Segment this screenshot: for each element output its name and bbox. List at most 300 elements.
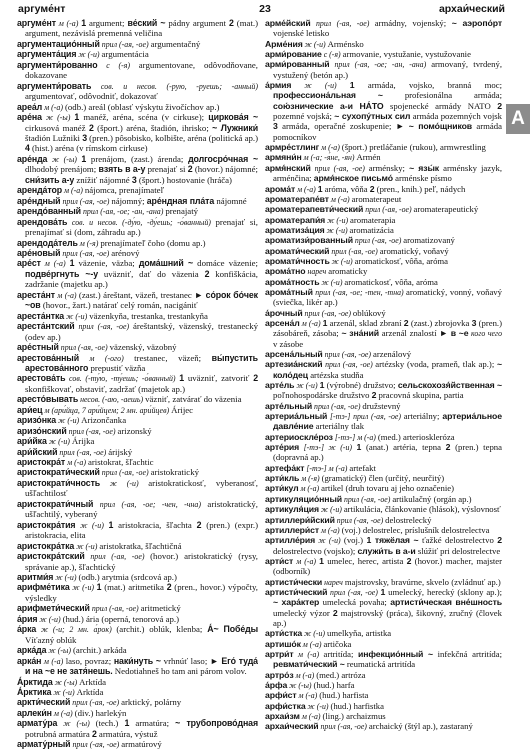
headword: армату́рный bbox=[17, 739, 71, 749]
grammar-note: м (-а) bbox=[65, 458, 88, 468]
sense-number: 1 bbox=[319, 380, 325, 391]
translation-text: aromatickosť, vôňa, aróma bbox=[354, 255, 449, 266]
translation-text: aromatizácia bbox=[349, 224, 394, 235]
translation-text: prenajať si, prenajímať si (dom, záhradu ap.) bbox=[25, 216, 258, 238]
translation-text: (hovor.) aristokratický (rysy, správanie ap.), šľachtický bbox=[25, 551, 258, 572]
dictionary-entry bbox=[17, 739, 258, 749]
headword: а́рфа bbox=[265, 680, 288, 690]
grammar-note: прил (-ая, -ое) bbox=[57, 447, 109, 457]
headword: аргумента́ция bbox=[17, 49, 77, 60]
sense-number: 2 bbox=[166, 582, 172, 593]
headword: ареста́нтский bbox=[17, 321, 75, 332]
grammar-note: ж (-и) bbox=[51, 688, 77, 697]
translation-text: Nedotiahneš ho tam ani párom volov. bbox=[112, 666, 247, 677]
grammar-note: м (-а) bbox=[293, 670, 317, 680]
sense-number: 4 bbox=[25, 143, 30, 154]
example-phrase: дома́шний ~ bbox=[138, 258, 194, 269]
example-phrase: Его́ туда́ и на ~е не затя́нешь. bbox=[25, 655, 258, 677]
headword: арте́рия bbox=[265, 442, 300, 453]
grammar-note: ж (-ы) bbox=[46, 646, 73, 656]
translation-text: armádny, vojenský; bbox=[374, 18, 452, 28]
sense-number: 2 bbox=[371, 390, 377, 401]
translation-text: artikulačný (orgán ap.) bbox=[392, 493, 472, 504]
grammar-note: м (-а) bbox=[328, 194, 352, 204]
sense-number: 1 bbox=[322, 317, 328, 328]
headword: ари́йка bbox=[17, 436, 47, 447]
example-phrase: сни́зить а-у bbox=[25, 174, 75, 185]
grammar-note: прил (-ая, -ое) bbox=[363, 205, 414, 215]
dictionary-entry bbox=[17, 478, 258, 499]
translation-text: aristokrat, šľachtic bbox=[87, 457, 154, 468]
sense-number: 1 bbox=[380, 586, 386, 597]
grammar-note: ж (-и) bbox=[302, 39, 328, 49]
dictionary-entry bbox=[17, 614, 258, 624]
example-phrase: долгосро́чная ~ bbox=[188, 153, 258, 164]
translation-text: Árijka bbox=[71, 436, 95, 447]
dictionary-entry bbox=[17, 687, 258, 697]
translation-text: áreštantský, väzenský, trestanecký (odev ap.) bbox=[25, 321, 258, 342]
grammar-note: прил (-ая, -ое) bbox=[60, 248, 112, 258]
headword: арми́рование bbox=[265, 49, 322, 60]
dictionary-entry bbox=[265, 711, 502, 721]
dictionary-entry bbox=[265, 442, 502, 463]
headword: ароматерапи́я bbox=[265, 214, 326, 225]
translation-text: argumentácia bbox=[101, 49, 149, 60]
grammar-note: [-тэ-] ж (-и) bbox=[299, 443, 357, 453]
translation-text: (šport.) pretláčanie (rukou), armwrestling bbox=[341, 142, 486, 153]
headword: армату́ра bbox=[17, 718, 58, 729]
dictionary-entry bbox=[17, 39, 258, 49]
example-phrase: ~ язы́к bbox=[409, 162, 440, 173]
example-phrase: ~ зна́ний bbox=[341, 328, 380, 339]
translation-text: umelecký, herecký (sklony ap.); bbox=[385, 586, 502, 597]
dictionary-entry bbox=[265, 701, 502, 711]
dictionary-entry bbox=[265, 721, 502, 731]
dictionary-entry bbox=[17, 321, 258, 342]
translation-text: cirkusová manéž bbox=[25, 122, 89, 133]
translation-text: umelkyňa, artistka bbox=[326, 628, 392, 639]
grammar-note: ж (-и) bbox=[56, 416, 82, 426]
headword: артериа́льный bbox=[265, 411, 328, 422]
translation-text: prenájom, (zast.) árenda; bbox=[86, 153, 189, 164]
headword: арме́йский bbox=[265, 18, 311, 28]
grammar-note: сов. и несов. (-рую, -руешь; -анный) bbox=[91, 81, 258, 91]
grammar-note: ж (-и) bbox=[319, 277, 345, 287]
dictionary-entry bbox=[265, 535, 502, 556]
translation-text: aromaticky bbox=[328, 266, 368, 277]
translation-text: argumentovať, odôvodniť, dokazovať bbox=[25, 91, 158, 102]
headword: ари́ец bbox=[17, 404, 43, 415]
headword: аре́ндный bbox=[17, 195, 61, 206]
headword: арте́льный bbox=[265, 400, 313, 411]
translation-text: (odb.) areál (oblasť výskytu živočíchov ap.) bbox=[64, 101, 220, 112]
translation-text: (pren.) tepna (dopravná ap.) bbox=[273, 442, 502, 463]
translation-text: (hist.) aréna (v rímskom cirkuse) bbox=[29, 143, 148, 154]
grammar-note: м (-а) bbox=[293, 649, 324, 659]
grammar-note: ж (-и) bbox=[305, 701, 331, 711]
sense-number: 2 bbox=[187, 164, 193, 175]
headword: армре́стлинг bbox=[265, 142, 320, 153]
grammar-note: прил (-ая, -ое) bbox=[58, 343, 110, 353]
grammar-note: [-тэ-] м (-а) bbox=[304, 463, 350, 473]
translation-text: družstevný bbox=[362, 400, 401, 411]
translation-text: arénový bbox=[111, 247, 140, 258]
dictionary-entry bbox=[17, 342, 258, 352]
grammar-note: м (-а) bbox=[300, 639, 324, 649]
dictionary-entry bbox=[265, 483, 502, 493]
headword: арома́тно bbox=[265, 266, 306, 277]
translation-text: Armén bbox=[356, 152, 381, 163]
grammar-note: прил (-ая, -ое) bbox=[310, 19, 375, 28]
headword: арома́тный bbox=[265, 286, 313, 297]
dictionary-entry bbox=[265, 194, 502, 204]
translation-text: Víťazný oblúk bbox=[25, 634, 77, 645]
translation-text: aromatickosť, vôňa, aróma bbox=[344, 276, 438, 287]
dictionary-entry bbox=[265, 432, 502, 442]
grammar-note: м (-а) bbox=[319, 525, 342, 535]
sense-number: 2 bbox=[332, 607, 338, 618]
headword: артишо́к bbox=[265, 638, 301, 649]
grammar-note: прил (-ая, -ое) bbox=[342, 494, 393, 504]
translation-text: aristokracia, šľachta bbox=[113, 519, 197, 530]
headword: арома́т bbox=[265, 183, 296, 194]
sense-number: 1 bbox=[124, 718, 130, 729]
translation-text: manéž, aréna, scéna (v cirkuse); bbox=[79, 112, 209, 123]
headword: архаи́зм bbox=[265, 711, 300, 722]
grammar-note: прил (-ая, -ое) bbox=[318, 722, 369, 732]
translation-text: archaický (štýl ap.), zastaraný bbox=[368, 721, 473, 732]
dictionary-entry bbox=[17, 290, 258, 311]
example-phrase: ~ помо́щников bbox=[408, 121, 473, 132]
translation-text: (hovor.) nájomné; bbox=[192, 164, 258, 175]
translation-text: (hovor., žart.) natárať celý román, nacigániť bbox=[40, 300, 198, 311]
translation-text: Arménsko bbox=[327, 38, 364, 49]
translation-text: armáda pozemných vojsk bbox=[410, 111, 502, 122]
grammar-note: [-тэ-] м (-а) bbox=[332, 432, 378, 442]
example-phrase: А́~ Побе́ды bbox=[207, 624, 258, 635]
grammar-note: м (-а) bbox=[54, 290, 79, 300]
sense-number: 2 bbox=[406, 555, 412, 566]
dictionary-entry bbox=[17, 499, 258, 520]
dictionary-entry bbox=[265, 256, 502, 266]
translation-text: armáda, vojsko, branná moc; bbox=[354, 80, 502, 91]
translation-text: ťažké delostrelectvo bbox=[418, 535, 498, 546]
translation-text: prenajať si bbox=[145, 164, 188, 175]
sense-number: 2 bbox=[196, 519, 202, 530]
translation-text: slúžiť pri delostrelectve bbox=[415, 545, 501, 556]
dictionary-entry bbox=[265, 318, 502, 349]
example-phrase: ве́ский ~ bbox=[127, 18, 166, 28]
grammar-note: м (-а) bbox=[319, 143, 342, 153]
dictionary-entry bbox=[17, 603, 258, 613]
headword: арестова́нный bbox=[17, 352, 80, 363]
headword: аре́ст bbox=[17, 258, 41, 269]
translation-text: armatúra; bbox=[129, 718, 176, 729]
headword: аренда́тор bbox=[17, 185, 62, 196]
headword: артри́т bbox=[265, 648, 294, 659]
dictionary-entry bbox=[265, 380, 502, 401]
translation-text: Arizončanka bbox=[81, 415, 127, 426]
grammar-note: м (-а) bbox=[299, 318, 323, 328]
dictionary-entry bbox=[265, 680, 502, 690]
translation-text: domáce väzenie; bbox=[193, 258, 258, 269]
sense-number: 3 bbox=[471, 317, 477, 328]
dictionary-entry bbox=[265, 152, 502, 162]
translation-text: väzenkyňa, trestanka, trestankyňa bbox=[89, 310, 208, 321]
grammar-note: м (-а) bbox=[51, 708, 75, 718]
translation-text: argumentovane, odôvodňovane, dokazovane bbox=[25, 59, 258, 81]
translation-text: (tech.) bbox=[95, 718, 125, 729]
translation-text: (zast.) áreštant, väzeň, trestanec ► bbox=[78, 289, 206, 300]
translation-text: uväzniť, dať do väzenia bbox=[98, 268, 205, 279]
dictionary-entry bbox=[265, 142, 502, 152]
translation-text: aristokratický bbox=[150, 467, 199, 478]
translation-text: (hud.) harfista bbox=[319, 690, 369, 701]
translation-text: armáda pomocníkov bbox=[273, 121, 502, 142]
dictionary-entry bbox=[17, 656, 258, 677]
grammar-note: прил (-ая, -ое) bbox=[334, 515, 386, 525]
example-phrase: 1 тяжёлая ~ bbox=[366, 535, 419, 546]
headword: артикуля́ция bbox=[265, 504, 319, 515]
translation-text: (ling.) archaizmus bbox=[322, 711, 386, 722]
translation-text: aromatický, voňavý bbox=[379, 245, 449, 256]
translation-text: Arktída bbox=[76, 687, 104, 697]
headword: арестова́ть bbox=[17, 373, 66, 384]
translation-text: (zast.) zbrojovka bbox=[408, 317, 472, 328]
translation-text: prenajatý bbox=[165, 206, 199, 217]
headword: ароматиза́ция bbox=[265, 224, 325, 235]
translation-text: dlhodobý prenájom; bbox=[25, 164, 99, 175]
grammar-note: м (-я) bbox=[299, 474, 322, 484]
headword: аристокра́тский bbox=[17, 551, 85, 562]
headword: аристокра́т bbox=[17, 457, 66, 468]
grammar-note: м (-ого) bbox=[79, 353, 135, 363]
sense-number: 1 bbox=[108, 519, 114, 530]
sense-number: 1 bbox=[69, 258, 75, 269]
translation-text: (pren., hovor.) výpočty, výsledky bbox=[25, 582, 258, 603]
translation-text: potrubná armatúra bbox=[25, 728, 92, 739]
translation-text: (voj.) delostrelec, príslušník delostrelectva bbox=[341, 524, 490, 535]
translation-text: pádny argument bbox=[165, 18, 229, 28]
headword: ари́йский bbox=[17, 446, 58, 457]
translation-text: (div.) harlekýn bbox=[74, 707, 127, 718]
grammar-note: м (-а) bbox=[62, 186, 85, 196]
dictionary-entry bbox=[17, 394, 258, 404]
grammar-note: ж (-и) bbox=[329, 256, 355, 266]
dictionary-entry bbox=[265, 577, 502, 587]
headword: артезиа́нский bbox=[265, 359, 323, 370]
translation-text: väzniť, zatvárať do väzenia bbox=[145, 394, 242, 405]
translation-text: artikel (druh tovaru aj jeho označenie) bbox=[321, 483, 455, 494]
dictionary-entry bbox=[17, 18, 258, 39]
example-phrase: ~ коло́дец bbox=[273, 359, 502, 380]
translation-text: delostrelecký bbox=[385, 514, 432, 525]
translation-text: (med.) arterioskleróza bbox=[377, 431, 455, 442]
grammar-note: прил (-ая, -ое) bbox=[302, 308, 353, 318]
headword: аре́новый bbox=[17, 247, 61, 258]
headword: а́рочный bbox=[265, 307, 303, 318]
example-phrase: служи́ть в а-и bbox=[357, 545, 416, 556]
dictionary-entry bbox=[265, 225, 502, 235]
translation-text: aromaterapeut bbox=[351, 193, 402, 204]
dictionary-entry bbox=[17, 415, 258, 425]
dictionary-entry bbox=[265, 690, 502, 700]
translation-text: arktický, polárny bbox=[121, 697, 182, 708]
grammar-note: прил (-ая, -ое) bbox=[70, 740, 122, 749]
translation-text: uväzniť, zatvoriť bbox=[184, 373, 254, 384]
headword: арлеки́н bbox=[17, 707, 52, 718]
dictionary-entry bbox=[17, 373, 258, 394]
headword: архаи́ческий bbox=[265, 721, 319, 732]
dictionary-entry bbox=[265, 649, 502, 670]
sense-number: 3 bbox=[273, 121, 278, 132]
translation-text: (archit.) oblúk, klenba; bbox=[116, 624, 208, 635]
grammar-note: м (-а) bbox=[41, 656, 66, 666]
translation-text: umelec, herec, artista bbox=[323, 555, 407, 566]
headword: арти́ст bbox=[265, 555, 294, 566]
translation-text: štadión Lužniki bbox=[25, 132, 83, 143]
sense-number: 2 bbox=[228, 18, 234, 28]
grammar-note: ж (-и) bbox=[76, 50, 102, 60]
headword: артилле́рия bbox=[265, 535, 316, 546]
translation-text: (pren.) pôsobisko, kolbište, aréna (politická ap.) bbox=[86, 132, 258, 143]
example-phrase: со́рок бо́чек ~ов bbox=[25, 289, 258, 311]
grammar-note: м (-а) bbox=[55, 19, 82, 28]
translation-text: arménsky; bbox=[368, 162, 410, 173]
dictionary-entry bbox=[17, 457, 258, 467]
grammar-note: ж (-и; 2 мн. а́рок) bbox=[36, 625, 117, 635]
sense-number: 2 bbox=[403, 317, 409, 328]
grammar-note: прил (-ая, -ое) bbox=[70, 698, 122, 708]
left-column bbox=[17, 18, 258, 749]
example-phrase: ~ сухопу́тных сил bbox=[334, 111, 411, 122]
translation-text: artritída; bbox=[323, 648, 358, 659]
headword: артиллери́ст bbox=[265, 524, 320, 535]
headword: аристокра́тка bbox=[17, 540, 75, 551]
translation-text: väzenie, väzba; bbox=[74, 258, 139, 269]
headword: арфи́стка bbox=[265, 700, 306, 711]
grammar-note: [-тэ-] прил (-ая, -ое) bbox=[327, 412, 404, 422]
translation-text: artézsky (voda, prameň, tlak ap.); bbox=[375, 359, 498, 370]
sense-number: 1 bbox=[74, 112, 80, 123]
headword: аризо́нка bbox=[17, 415, 57, 426]
translation-text: aritmetický bbox=[140, 603, 181, 614]
sense-number: 2 bbox=[204, 268, 210, 279]
dictionary-entry bbox=[17, 645, 258, 655]
headword: Арме́ния bbox=[265, 38, 303, 49]
dictionary-entry bbox=[265, 49, 502, 59]
grammar-note: с (-я) bbox=[321, 50, 343, 60]
dictionary-entry bbox=[265, 411, 502, 432]
headword: ароматизи́рованный bbox=[265, 235, 353, 246]
dictionary-entry bbox=[17, 217, 258, 238]
translation-text: arzenál, sklad zbraní bbox=[327, 317, 404, 328]
translation-text: (hud.) ária (operná, tenorová ap.) bbox=[62, 613, 180, 624]
headword: аре́на bbox=[17, 112, 42, 123]
grammar-note: м (ари́йца, 7 ари́йцем; 2 мн. ари́йцев) bbox=[42, 405, 172, 415]
example-phrase: артисти́ческая вне́шность bbox=[390, 597, 502, 608]
translation-text: arménske písmo bbox=[392, 173, 452, 184]
headword: ареста́нтка bbox=[17, 310, 65, 321]
dictionary-entry bbox=[17, 60, 258, 81]
translation-text: (pren.) (expr.) aristokracia, elita bbox=[25, 519, 258, 541]
example-phrase: подве́ргнуть ~-у bbox=[25, 268, 98, 279]
translation-text: profesionálna armáda; bbox=[382, 90, 502, 101]
headword: ареа́л bbox=[17, 101, 43, 112]
dictionary-entry bbox=[17, 49, 258, 59]
translation-text: argumentačný bbox=[150, 38, 201, 49]
translation-text: nájomca, prenajímateľ bbox=[84, 185, 165, 196]
dictionary-entry bbox=[265, 504, 502, 514]
headword: аресто́вывать bbox=[17, 394, 79, 405]
example-phrase: в ~е bbox=[450, 328, 469, 339]
grammar-note: прил (-ая, -ое) bbox=[84, 552, 151, 562]
example-phrase: ~ Лужники́ bbox=[212, 122, 258, 133]
translation-text: (anat.) artéria, tepna bbox=[361, 442, 446, 453]
grammar-note: с (-я) bbox=[97, 60, 139, 70]
headword: А́рктида bbox=[17, 676, 53, 687]
example-phrase: ревмати́ческий ~ bbox=[273, 659, 345, 670]
dictionary-entry bbox=[265, 235, 502, 245]
dictionary-entry bbox=[17, 426, 258, 436]
translation-text: argument; bbox=[85, 18, 128, 28]
grammar-note: м (-а) bbox=[295, 184, 318, 194]
headword: аристократи́ческий bbox=[17, 467, 100, 478]
translation-text: arzenál znalostí ► bbox=[379, 328, 451, 339]
dictionary-entry bbox=[17, 541, 258, 551]
grammar-note: м (-а) bbox=[293, 556, 320, 566]
grammar-note: прил (-ая, -ое) bbox=[352, 236, 404, 246]
dictionary-entry bbox=[265, 277, 502, 287]
translation-text: (voj.) bbox=[343, 535, 367, 546]
grammar-note: прил (-ая, -ое) bbox=[322, 360, 376, 370]
headword: арсена́л bbox=[265, 317, 300, 328]
grammar-note: м (-я) bbox=[77, 238, 101, 248]
grammar-note: прил (-ая, -ое) bbox=[89, 604, 141, 614]
grammar-note: ж (-и) bbox=[37, 614, 63, 624]
translation-text: vojenské letisko bbox=[273, 28, 330, 39]
dictionary-entry bbox=[265, 473, 502, 483]
translation-text: (mat.) aritmetika bbox=[101, 582, 167, 593]
dictionary-entry bbox=[17, 102, 258, 112]
grammar-note: м (-а) bbox=[42, 102, 65, 112]
translation-text: poľnohospodárske družstvo bbox=[273, 390, 372, 401]
translation-text: aromatický, vonný, voňavý (sviečka, likér ap.) bbox=[273, 286, 502, 308]
translation-text: majstrovsky, bravúrne, skvelo (zvládnuť ap.) bbox=[344, 576, 501, 587]
example-phrase: взять в а-у bbox=[98, 164, 146, 175]
translation-text: aristokratický, ušľachtilý, vyberaný bbox=[25, 498, 258, 520]
headword: арома́тность bbox=[265, 276, 320, 287]
translation-text: aróma, vôňa bbox=[322, 183, 370, 194]
sense-number: 1 bbox=[356, 442, 362, 453]
dictionary-entry bbox=[17, 520, 258, 541]
dictionary-entry bbox=[265, 80, 502, 142]
translation-text: (šport.) hostovanie (hráča) bbox=[136, 174, 232, 185]
dictionary-entry bbox=[265, 246, 502, 256]
sense-number: 1 bbox=[349, 80, 355, 91]
dictionary-entry bbox=[265, 670, 502, 680]
dictionary-entry bbox=[17, 624, 258, 645]
headword: ароматерапе́вт bbox=[265, 193, 329, 204]
headword: артиллери́йский bbox=[265, 514, 335, 525]
headword: аромати́ческий bbox=[265, 245, 330, 256]
dictionary-entry bbox=[265, 463, 502, 473]
headword: аризо́нский bbox=[17, 425, 67, 436]
grammar-note: прил (-ая, -ое; -ан, -ана) bbox=[80, 207, 166, 217]
headword: арифмети́ческий bbox=[17, 603, 90, 614]
headword: арти́стка bbox=[265, 628, 303, 639]
dictionary-entry bbox=[17, 677, 258, 687]
